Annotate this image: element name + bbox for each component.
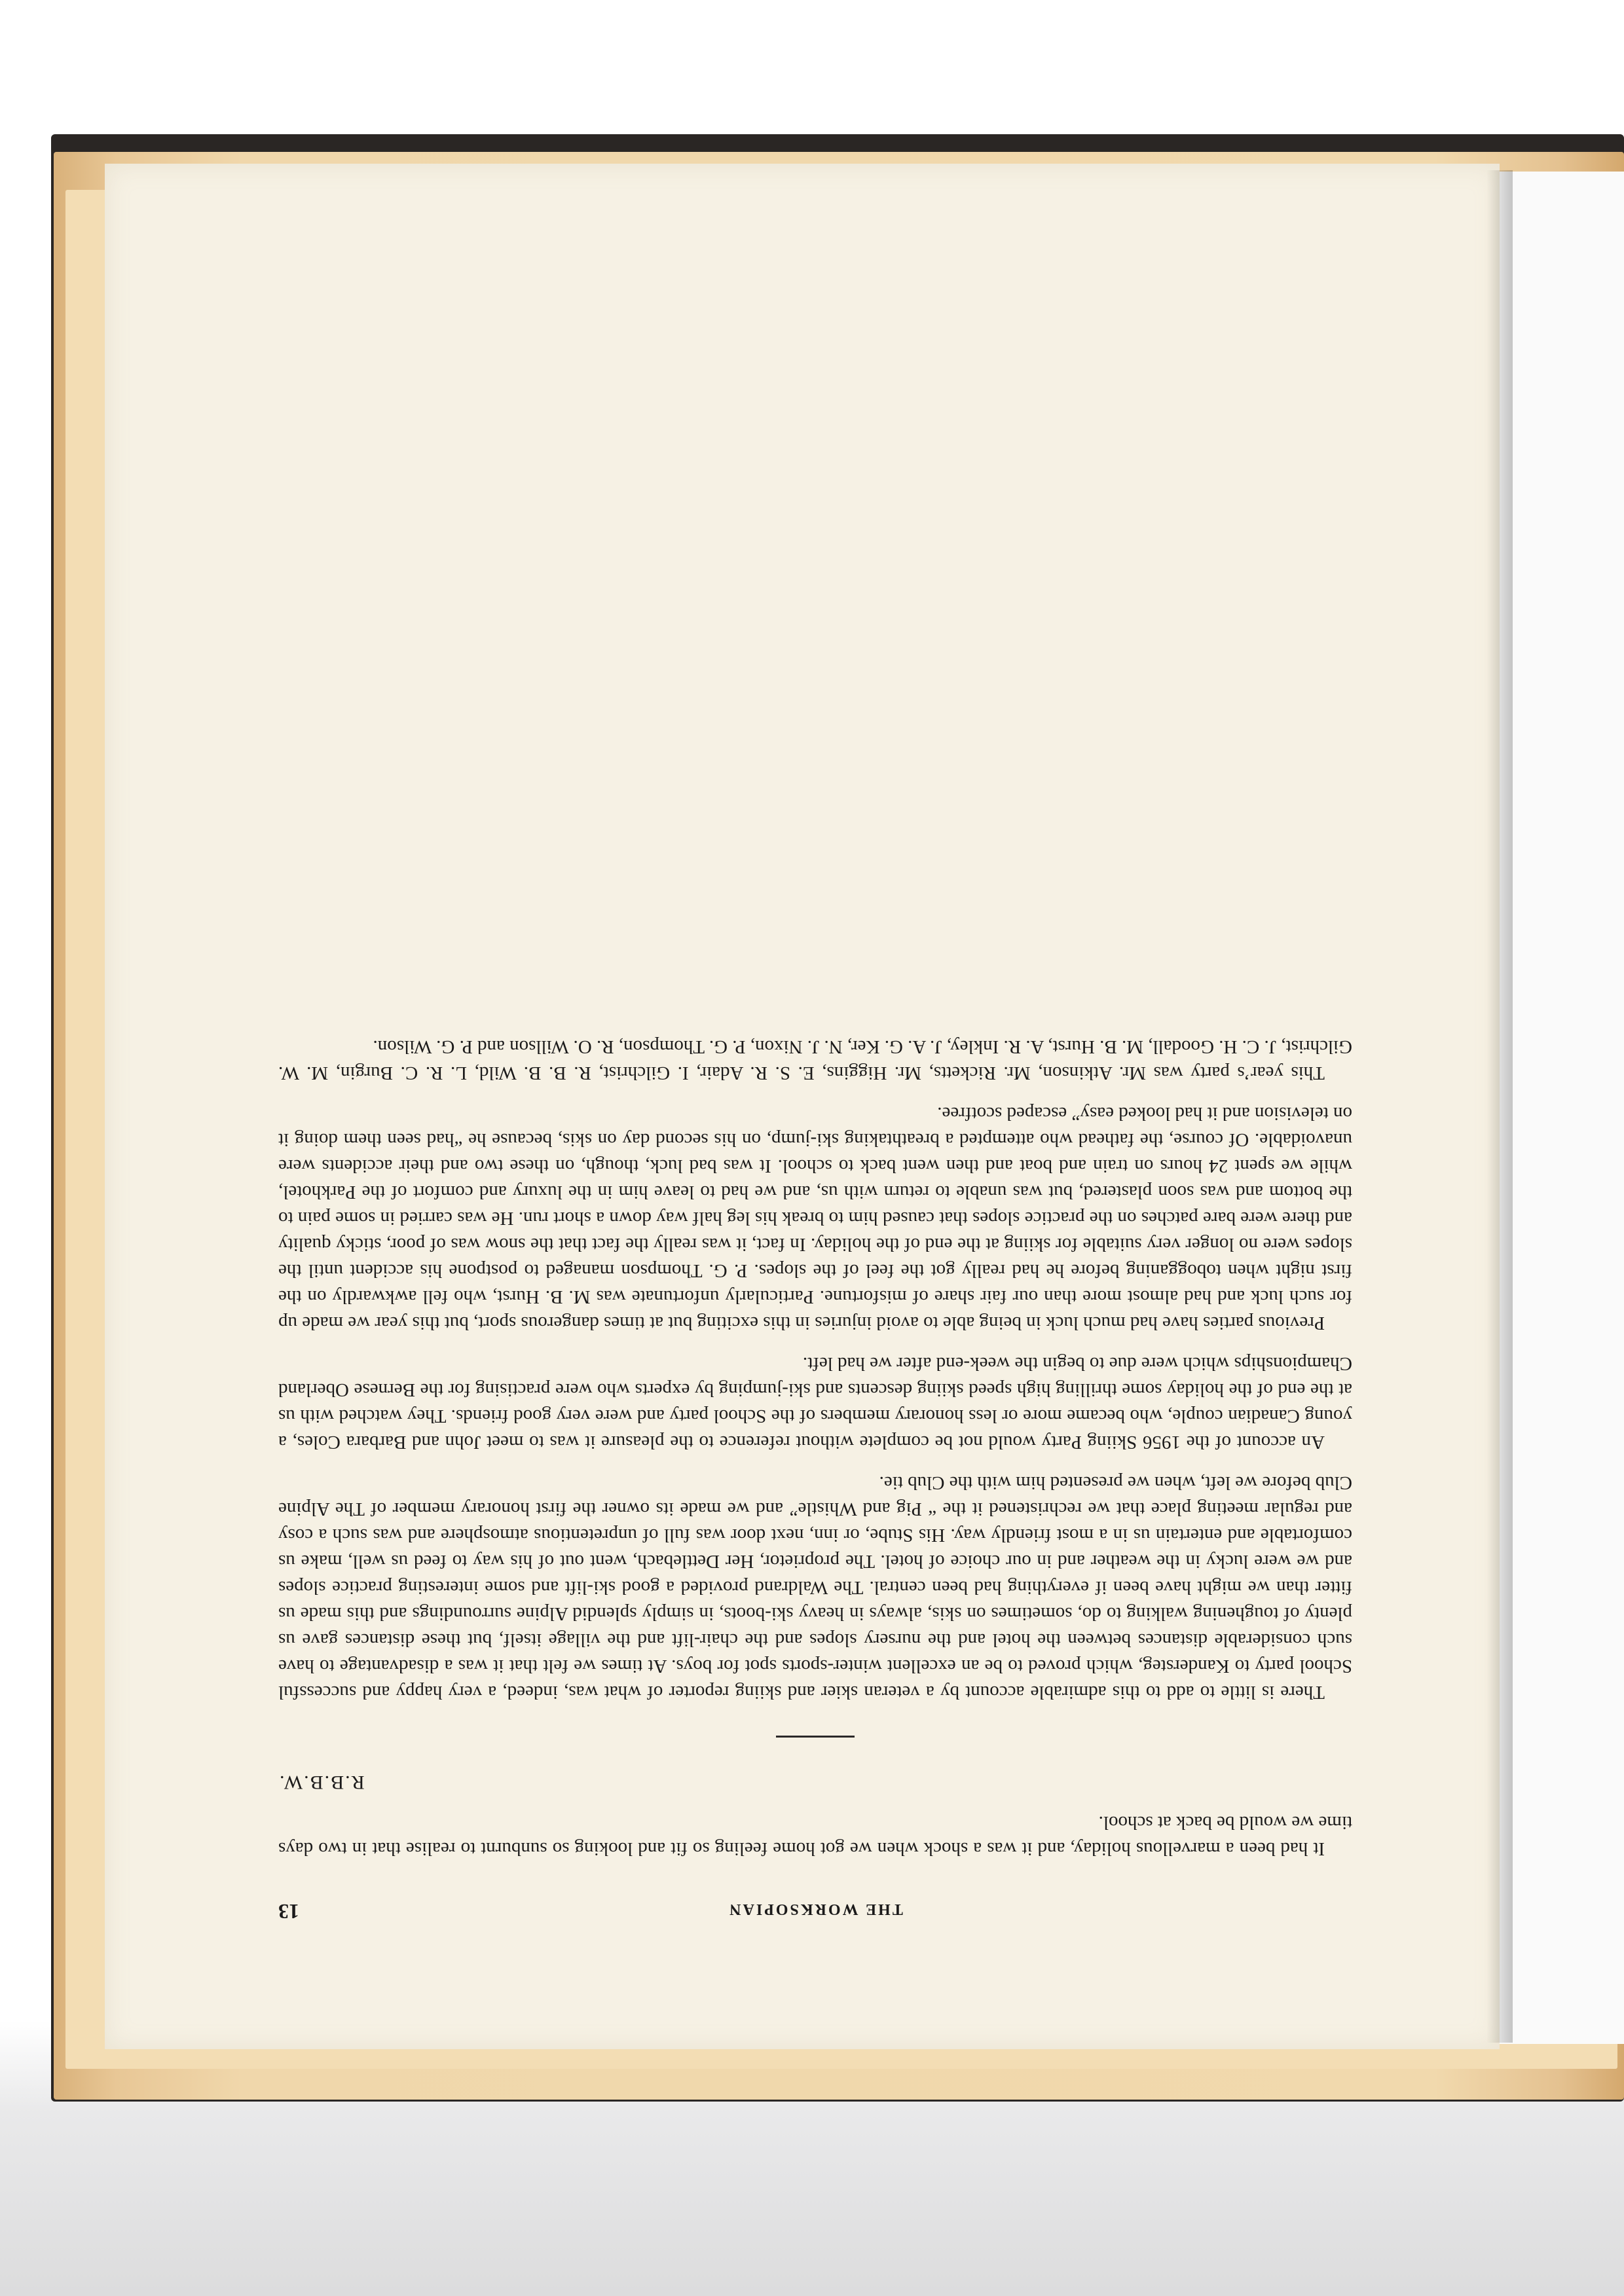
running-head <box>278 1886 1352 1925</box>
section-divider <box>776 1736 855 1738</box>
page-fold-shadow <box>1486 170 1513 2043</box>
facing-page-edge <box>1500 172 1624 2044</box>
page-number: 13 <box>278 1900 299 1923</box>
paragraph-intro: There is little to add to this admirable account by a veteran skier and skiing reporter of what was, indeed, a very happy and successful School party to Kandersteg, which proved to be an excellent winter-sports spot for boys. At times we felt that it was a disadvantage to have such considerable distances between the hotel and the nursery slopes and the chair-lift and the village itself, but these distances gave us plenty of toughening walking to do, sometimes on skis, always in heavy ski-boots, in simply splendid Alpine surroundings and this made us fitter than we might have been if everything had been central. The Waldrand provided a good ski-lift and some interesting practice slopes and we were lucky in the weather and in our choice of hotel. The proprietor, Her Dettlebach, went out of his way to feed us well, make us comfortable and entertain us in a most friendly way. His Stube, or inn, next door was full of unpretentious atmosphere and was such a cosy and regular meeting place that we rechristened it the “ Pig and Whistle” and we made its owner the first honorary member of The Alpine Club before we left, when we presented him with the Club tie. <box>278 1472 1352 1703</box>
paragraph-coles: An account of the 1956 Skiing Party would not be complete without reference to the pleasure it was to meet John and Barbara Coles, a young Canadian couple, who became more or less honorary members of the School party and were very good friends. They watched with us at the end of the holiday some thrilling high speed skiing descents and ski-jumping by experts who were practising for the Bernese Oberland Championships which were due to begin the week-end after we had left. <box>278 1353 1352 1453</box>
paragraph-closing: It had been a marvellous holiday, and it was a shock when we got home feeling so fit and looking so sunburnt to realise that in two days time we would be back at school. <box>278 1812 1352 1859</box>
journal-title: THE WORKSOPIAN <box>728 1901 903 1918</box>
author-signature: R.B.B.W. <box>278 1772 365 1793</box>
printed-page-content <box>278 406 1352 1925</box>
paragraph-party: This year’s party was Mr. Atkinson, Mr. Ricketts, Mr. Higgins, E. S. R. Adair, I. Gilchrist, R. B. B. Wild, L. R. C. Burgin, M. W. Gilchrist, J. C. H. Goodall, M. B. Hurst, A. R. Inkley, J. A. G. Ker, N. J. Nixon, P. G. Thompson, R. O. Willson and P. G. Wilson. <box>278 1036 1352 1084</box>
paragraph-injuries: Previous parties have had much luck in being able to avoid injuries in this exciting but at times dangerous sport, but this year we made up for such luck and had almost more than our fair share of misfortune. Particularly unfortunate was M. B. Hurst, who fell awkwardly on the first night when tobogganing before he had really got the feel of the slopes. P. G. Thompson managed to postpone his accident until the slopes were no longer very suitable for skiing at the end of the holiday. In fact, it was really the fact that the snow was of poor, sticky quality and there were bare patches on the practice slopes that caused him to break his leg half way down a short run. He was carried in some pain to the bottom and was soon plastered, but was unable to return with us, and we had to leave him in the luxury and comfort of the Parkhotel, while we spent 24 hours on train and boat and then went back to school. It was bad luck, though, on these two and their accidents were unavoidable. Of course, the fathead who attempted a breathtaking ski-jump, on his second day on skis, because he “had seen them doing it on television and it had looked easy” escaped scotfree. <box>278 1103 1352 1334</box>
